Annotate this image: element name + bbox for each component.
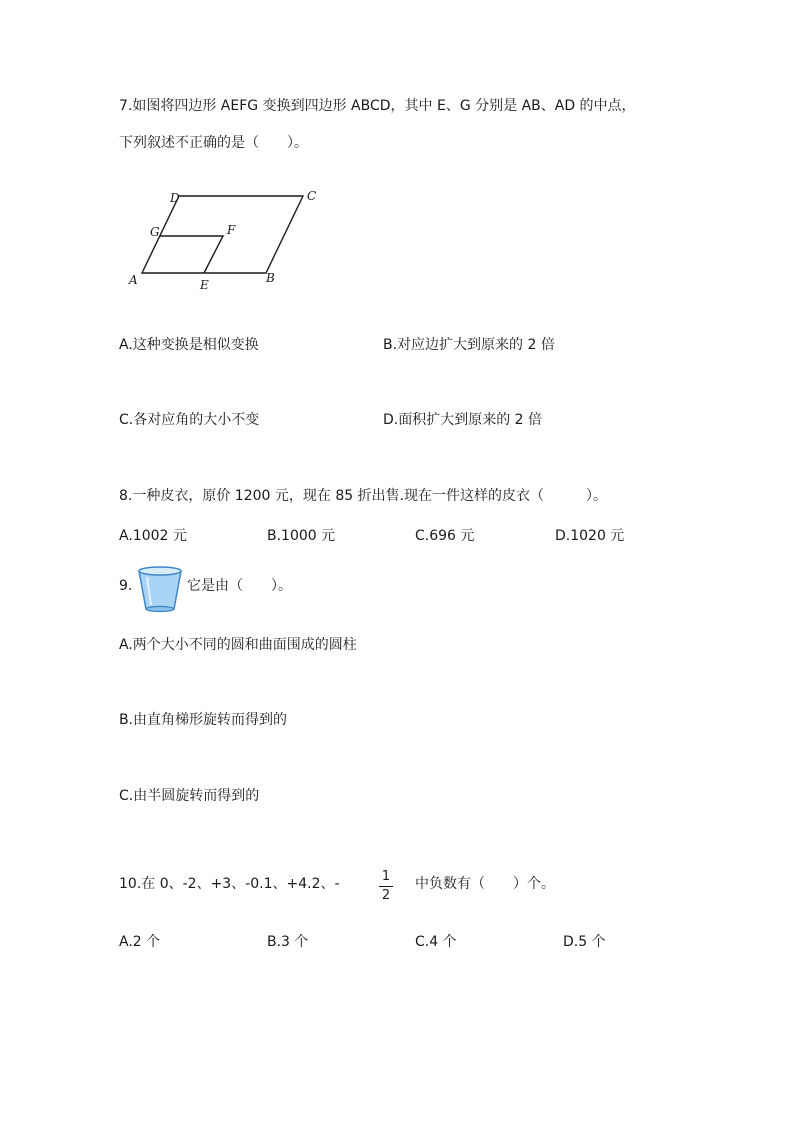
q8-option-b: B.1000 元 [267, 528, 336, 544]
q7-parallelogram-figure [120, 180, 340, 295]
label-d: D [170, 191, 180, 205]
q10-option-a: A.2 个 [119, 934, 161, 950]
q7-option-a: A.这种变换是相似变换 [119, 337, 259, 353]
q10-stem-suffix: 中负数有（ ）个。 [415, 876, 555, 892]
q8-option-d: D.1020 元 [555, 528, 625, 544]
q10-fraction-denominator: 2 [381, 888, 391, 903]
q9-option-a: A.两个大小不同的圆和曲面围成的圆柱 [119, 637, 357, 653]
label-f: F [227, 223, 236, 237]
q8-option-a: A.1002 元 [119, 528, 187, 544]
q9-option-c: C.由半圆旋转而得到的 [119, 788, 260, 804]
q10-stem-prefix: 10.在 0、-2、+3、-0.1、+4.2、- [119, 876, 340, 892]
cup-icon [136, 565, 184, 613]
q8-option-c: C.696 元 [415, 528, 475, 544]
parallelogram-abcd [142, 196, 303, 273]
q7-option-b: B.对应边扩大到原来的 2 倍 [383, 337, 555, 353]
q7-option-d: D.面积扩大到原来的 2 倍 [383, 412, 543, 428]
q8-stem: 8.一种皮衣，原价 1200 元，现在 85 折出售.现在一件这样的皮衣（ ）。 [119, 488, 608, 504]
q9-number: 9. [119, 578, 133, 594]
q7-stem-line2: 下列叙述不正确的是（ ）。 [119, 135, 308, 151]
q10-option-d: D.5 个 [563, 934, 606, 950]
fraction-bar [379, 886, 393, 887]
q10-fraction [376, 869, 396, 904]
q9-stem: 它是由（ ）。 [187, 578, 292, 594]
q9-option-b: B.由直角梯形旋转而得到的 [119, 712, 288, 728]
label-c: C [307, 189, 317, 203]
q10-option-c: C.4 个 [415, 934, 457, 950]
q7-option-c: C.各对应角的大小不变 [119, 412, 260, 428]
label-b: B [266, 271, 275, 285]
label-e: E [200, 278, 209, 292]
q10-fraction-numerator: 1 [381, 869, 391, 884]
q10-option-b: B.3 个 [267, 934, 309, 950]
label-a: A [129, 273, 138, 287]
q7-stem-line1: 7.如图将四边形 AEFG 变换到四边形 ABCD，其中 E、G 分别是 AB、AD 的中点， [119, 98, 636, 114]
label-g: G [150, 225, 160, 239]
parallelogram-aefg [160, 236, 223, 273]
